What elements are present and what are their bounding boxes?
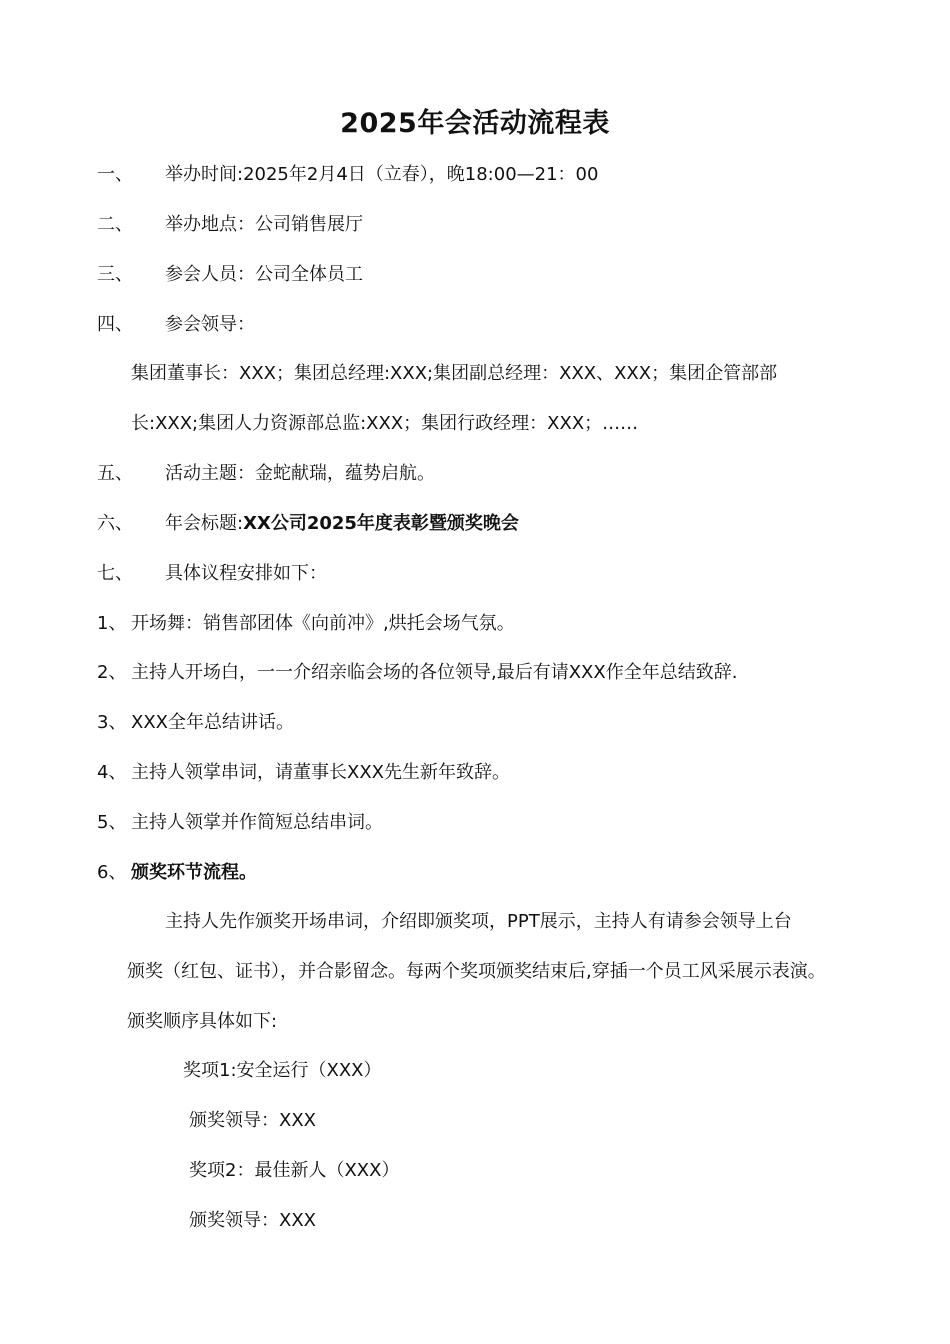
award-paragraph-line-3: 颁奖顺序具体如下: — [127, 1011, 278, 1032]
award-leader-1: 颁奖领导：XXX — [189, 1110, 316, 1131]
agenda-item: 开场舞：销售部团体《向前冲》,烘托会场气氛。 — [131, 613, 515, 634]
award-item-1: 奖项1:安全运行（XXX） — [183, 1060, 382, 1081]
agenda-number: 1、 — [97, 613, 127, 634]
section-text-theme: 活动主题：金蛇献瑞，蕴势启航。 — [165, 463, 435, 484]
award-paragraph-line-1: 主持人先作颁奖开场串词，介绍即颁奖项，PPT展示，主持人有请参会领导上台 — [165, 911, 792, 932]
award-leader-2: 颁奖领导：XXX — [189, 1210, 316, 1231]
document-title: 2025年会活动流程表 — [340, 108, 610, 139]
section-number: 二、 — [97, 214, 133, 235]
section-number: 一、 — [97, 164, 133, 185]
event-title-label: 年会标题: — [165, 513, 244, 534]
section-text-event-title — [165, 512, 519, 536]
agenda-number: 2、 — [97, 662, 127, 683]
agenda-item-award-process: 颁奖环节流程。 — [131, 862, 257, 883]
award-item-2: 奖项2：最佳新人（XXX） — [189, 1160, 400, 1181]
section-number: 六、 — [97, 513, 133, 534]
section-number: 三、 — [97, 264, 133, 285]
leaders-line-2: 长:XXX;集团人力资源部总监:XXX；集团行政经理：XXX；…… — [131, 413, 639, 434]
leaders-line-1: 集团董事长：XXX；集团总经理:XXX;集团副总经理：XXX、XXX；集团企管部部 — [131, 363, 778, 384]
section-text-attendees: 参会人员：公司全体员工 — [165, 264, 363, 285]
section-number: 五、 — [97, 463, 133, 484]
section-text-agenda: 具体议程安排如下： — [165, 563, 327, 584]
section-text-location: 举办地点：公司销售展厅 — [165, 214, 363, 235]
agenda-item: XXX全年总结讲话。 — [131, 712, 294, 733]
section-text-time: 举办时间:2025年2月4日（立春），晚18:00—21：00 — [165, 164, 599, 185]
section-number: 七、 — [97, 563, 133, 584]
agenda-item: 主持人领掌串词，请董事长XXX先生新年致辞。 — [131, 762, 510, 783]
agenda-number: 4、 — [97, 762, 127, 783]
section-number: 四、 — [97, 314, 133, 335]
section-text-leaders: 参会领导： — [165, 314, 255, 335]
agenda-number: 3、 — [97, 712, 127, 733]
agenda-number: 6、 — [97, 862, 127, 883]
agenda-item: 主持人领掌并作简短总结串词。 — [131, 812, 383, 833]
agenda-number: 5、 — [97, 812, 127, 833]
agenda-item: 主持人开场白，一一介绍亲临会场的各位领导,最后有请XXX作全年总结致辞. — [131, 662, 738, 683]
event-title-bold: XX公司2025年度表彰暨颁奖晚会 — [243, 513, 519, 534]
award-paragraph-line-2: 颁奖（红包、证书），并合影留念。每两个奖项颁奖结束后,穿插一个员工风采展示表演。 — [127, 961, 826, 982]
